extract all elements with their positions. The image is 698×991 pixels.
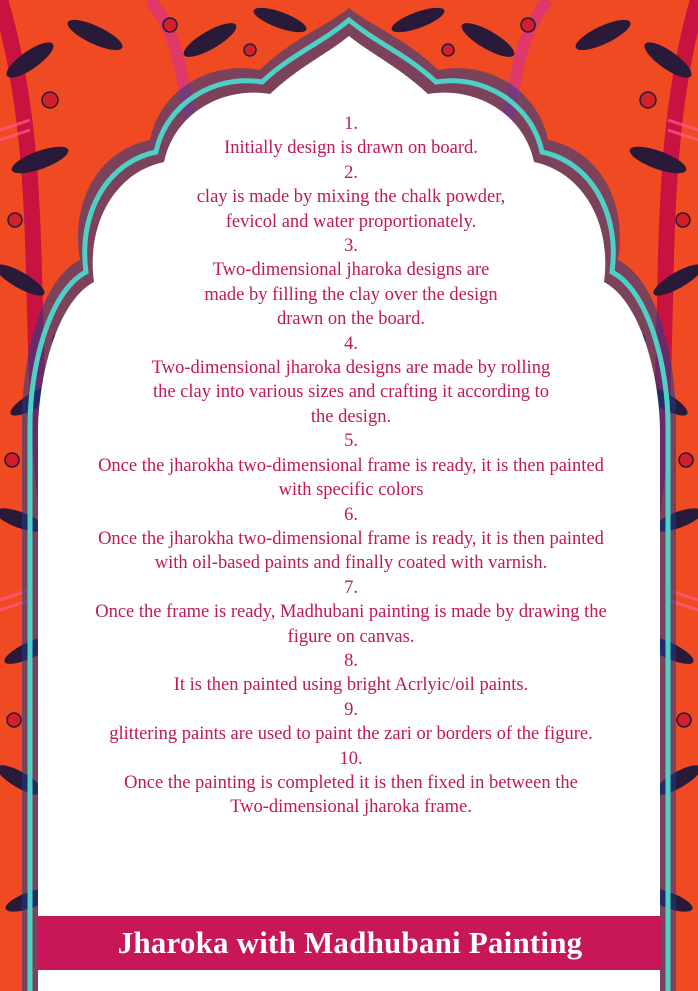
step-text: clay is made by mixing the chalk powder, fevicol and water proportionately. [196,187,506,232]
step-number: 3. [344,236,358,257]
step-9 [40,698,662,747]
step-number: 2. [344,162,358,183]
step-text: Once the frame is ready, Madhubani painting is made by drawing the figure on canvas. [95,602,607,647]
step-number: 5. [344,431,358,452]
step-text: Once the painting is completed it is then fixed in between the Two-dimensional jharoka frame. [124,772,578,818]
step-number: 6. [344,504,358,525]
step-5 [40,429,662,502]
step-1 [40,112,662,161]
title-banner [38,916,662,970]
step-number: 8. [344,650,358,671]
step-number: 9. [344,699,358,720]
step-text: Two-dimensional jharoka designs are made by filling the clay over the design drawn on the board. [204,260,498,330]
step-10 [40,747,662,820]
step-2 [40,161,662,234]
poster-title: Jharoka with Madhubani Painting [117,925,583,960]
step-text: glittering paints are used to paint the zari or borders of the figure. [109,724,593,745]
step-number: 4. [344,333,358,354]
step-7 [40,576,662,649]
step-text: Once the jharokha two-dimensional frame is ready, it is then painted with oil-based paints and finally coated with varnish. [98,528,604,574]
step-number: 10. [339,748,363,769]
step-text: It is then painted using bright Acrlyic/oil paints. [173,675,529,696]
step-text: Once the jharokha two-dimensional frame is ready, it is then painted with specific colors [98,455,604,501]
step-6 [40,503,662,576]
step-3 [40,234,662,332]
step-text: Two-dimensional jharoka designs are made by rolling the clay into various sizes and crafting it according to the design. [151,358,551,427]
step-text: Initially design is drawn on board. [224,138,478,159]
step-number: 7. [344,577,358,598]
step-8 [40,649,662,698]
process-steps [40,112,662,820]
step-number: 1. [344,114,358,134]
step-4 [40,332,662,430]
